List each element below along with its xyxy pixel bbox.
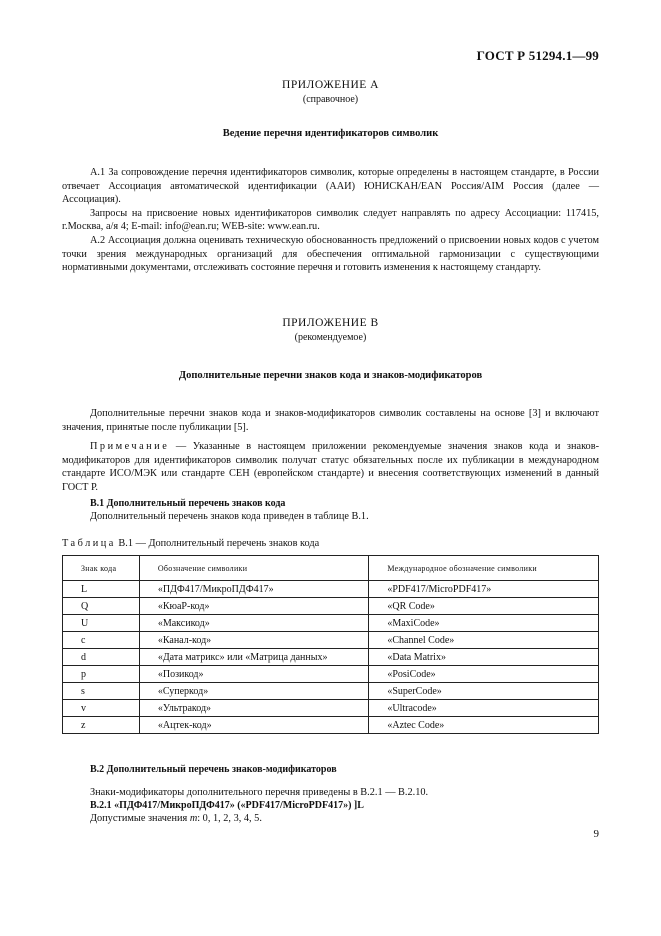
- note-text: — Указанные в настоящем приложении рекомендуемые значения знаков кода и знаков-модификаторов для идентификаторов символик получат статус обязательных после их публикации в международном стандарте ИСО/МЭК или стандарте СЕН (европейском стандарте) и внесения соответствующих изменений в данный ГОСТ Р.: [62, 441, 599, 493]
- cell-code: U: [63, 615, 140, 632]
- header-designation: Обозначение символики: [139, 556, 369, 581]
- cell-designation: «Позикод»: [139, 666, 369, 683]
- paragraph-a2: А.2 Ассоциация должна оценивать техническую обоснованность предложений о присвоении новых кодов с учетом точки зрения международных организаций для обеспечения оптимальной гармонизации с существующими нормативными документами, отслеживать состояние перечня и готовить изменения к настоящему стандарту.: [62, 234, 599, 274]
- appendix-a-title: ПРИЛОЖЕНИЕ А: [282, 79, 379, 91]
- cell-international: «MaxiCode»: [369, 615, 599, 632]
- cell-code: p: [63, 666, 140, 683]
- b21-text-suffix: : 0, 1, 2, 3, 4, 5.: [197, 813, 262, 824]
- note-block: [62, 440, 599, 494]
- table-row: [63, 598, 599, 615]
- paragraph-a1-requests: Запросы на присвоение новых идентификаторов символик следует направлять по адресу Ассоциации: 117415, г.Москва, а/я 4; E-mail: info@ean.ru; WEB-site: www.ean.ru.: [62, 207, 599, 233]
- cell-designation: «Максикод»: [139, 615, 369, 632]
- table-row: [63, 615, 599, 632]
- cell-designation: «Канал-код»: [139, 632, 369, 649]
- cell-code: z: [63, 717, 140, 734]
- cell-designation: «КюаР-код»: [139, 598, 369, 615]
- cell-international: «Data Matrix»: [369, 649, 599, 666]
- cell-designation: «Ацтек-код»: [139, 717, 369, 734]
- document-code: ГОСТ Р 51294.1—99: [476, 48, 599, 63]
- cell-code: s: [63, 683, 140, 700]
- table-row: [63, 683, 599, 700]
- cell-international: «SuperCode»: [369, 683, 599, 700]
- cell-code: v: [63, 700, 140, 717]
- paragraph-a1: А.1 За сопровождение перечня идентификаторов символик, которые определены в настоящем стандарте, в России отвечает Ассоциация автоматической идентификации (ААИ) ЮНИСКАН/EAN Россия/AIM Россия (далее — Ассоциация).: [62, 167, 599, 206]
- section-b1-heading: В.1 Дополнительный перечень знаков кода: [90, 498, 286, 509]
- page-number: 9: [593, 828, 599, 840]
- table-row: [63, 632, 599, 649]
- cell-code: c: [63, 632, 140, 649]
- appendix-a-body: [62, 166, 599, 275]
- appendix-b-heading: Дополнительные перечни знаков кода и знаков-модификаторов: [178, 370, 483, 381]
- b21-variable: m: [189, 813, 198, 824]
- section-b1-text: Дополнительный перечень знаков кода приведен в таблице В.1.: [90, 511, 369, 522]
- table-caption: [62, 538, 319, 549]
- appendix-a-heading: Ведение перечня идентификаторов символик: [222, 128, 439, 139]
- cell-designation: «Ультракод»: [139, 700, 369, 717]
- table-caption-text: В.1 — Дополнительный перечень знаков кода: [118, 538, 320, 549]
- b21-text-prefix: Допустимые значения: [90, 813, 190, 824]
- intro-paragraph: Дополнительные перечни знаков кода и знаков-модификаторов символик составлены на основе [3] и включают значения, принятые после публикации [5].: [62, 408, 599, 433]
- cell-international: «QR Code»: [369, 598, 599, 615]
- section-b2-text: Знаки-модификаторы дополнительного перечня приведены в В.2.1 — В.2.10.: [90, 787, 429, 798]
- cell-code: L: [63, 581, 140, 598]
- table-label: Таблица: [62, 538, 116, 549]
- appendix-b-title: ПРИЛОЖЕНИЕ В: [282, 317, 379, 329]
- codes-table: [62, 555, 599, 734]
- cell-international: «PosiCode»: [369, 666, 599, 683]
- cell-code: Q: [63, 598, 140, 615]
- table-row: [63, 649, 599, 666]
- note-label: Примечание: [90, 441, 170, 452]
- cell-international: «PDF417/MicroPDF417»: [369, 581, 599, 598]
- cell-designation: «Дата матрикс» или «Матрица данных»: [139, 649, 369, 666]
- appendix-b-intro: [62, 407, 599, 434]
- cell-international: «Channel Code»: [369, 632, 599, 649]
- section-b21-heading: В.2.1 «ПДФ417/МикроПДФ417» («PDF417/MicroPDF417») ]L: [90, 800, 364, 811]
- cell-international: «Aztec Code»: [369, 717, 599, 734]
- table-row: [63, 717, 599, 734]
- table-header-row: [63, 556, 599, 581]
- appendix-b-subtitle: (рекомендуемое): [294, 332, 367, 343]
- header-international: Международное обозначение символики: [369, 556, 599, 581]
- cell-code: d: [63, 649, 140, 666]
- cell-international: «Ultracode»: [369, 700, 599, 717]
- section-b21-text: [90, 813, 262, 824]
- section-b2-heading: В.2 Дополнительный перечень знаков-модификаторов: [90, 764, 337, 775]
- table-row: [63, 666, 599, 683]
- table-row: [63, 700, 599, 717]
- appendix-a-subtitle: (справочное): [302, 94, 359, 105]
- header-code: Знак кода: [63, 556, 140, 581]
- table-row: [63, 581, 599, 598]
- cell-designation: «ПДФ417/МикроПДФ417»: [139, 581, 369, 598]
- cell-designation: «Суперкод»: [139, 683, 369, 700]
